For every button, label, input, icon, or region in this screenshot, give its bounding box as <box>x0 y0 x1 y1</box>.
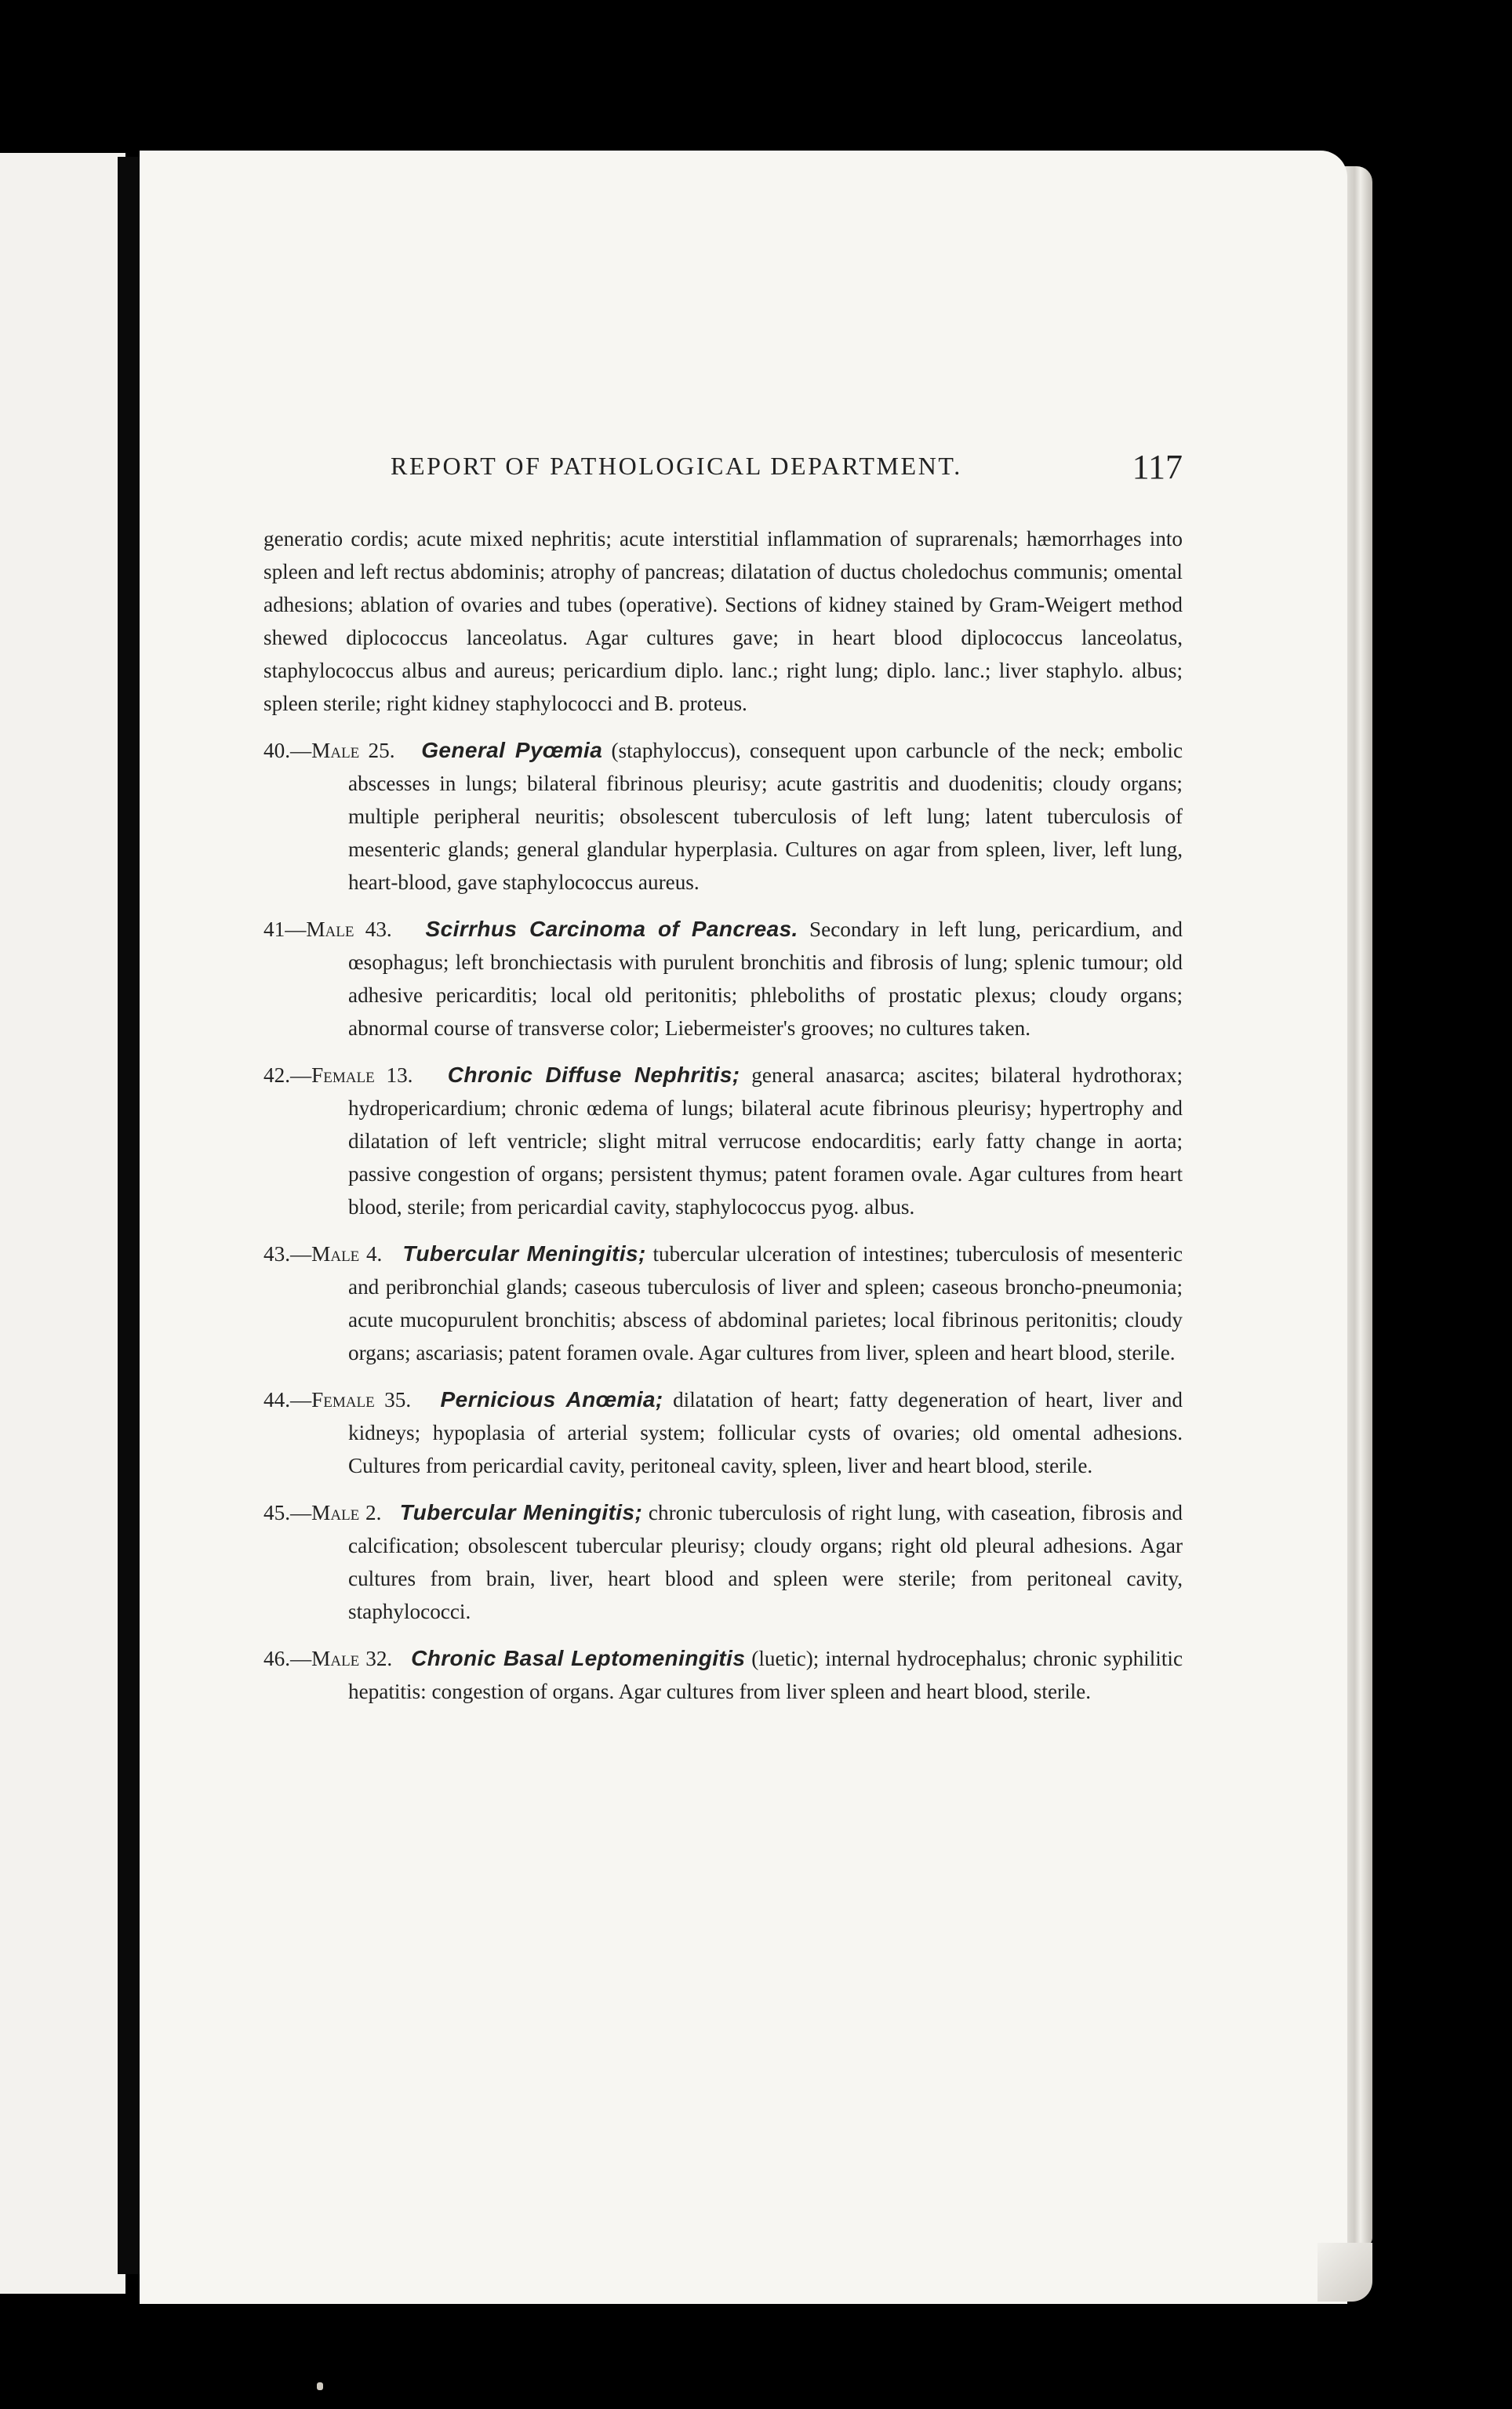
case-entry-40 <box>264 734 1183 899</box>
page-corner-curl <box>1318 2243 1372 2302</box>
case-patient: Male 43. <box>306 917 392 941</box>
case-number: 46.— <box>264 1647 312 1670</box>
case-number: 43.— <box>264 1242 312 1266</box>
case-number: 41— <box>264 917 307 941</box>
case-entry-41 <box>264 913 1183 1045</box>
case-entry-45 <box>264 1496 1183 1628</box>
case-findings: Secondary in left lung, pericardium, and œsophagus; left bronchiectasis with purulent bronchitis and fibrosis of lung; splenic tumour; old adhesive pericarditis; local old peritonitis; phleboliths of prostatic plexus; cloudy organs; abnormal course of transverse color; Liebermeister's grooves; no cultures taken. <box>348 917 1183 1040</box>
page-number: 117 <box>1132 448 1183 486</box>
running-head <box>210 447 1183 494</box>
case-number: 45.— <box>264 1501 312 1524</box>
case-number: 44.— <box>264 1388 312 1412</box>
case-entry-46 <box>264 1642 1183 1708</box>
case-findings: dilatation of heart; fatty degeneration of heart, liver and kidneys; hypoplasia of arterial system; follicular cysts of ovaries; old omental adhesions. Cultures from pericardial cavity, peritoneal cavity, spleen, liver and heart blood, sterile. <box>348 1388 1183 1477</box>
case-diagnosis: Tubercular Meningitis; <box>402 1241 646 1266</box>
case-entry-43 <box>264 1237 1183 1369</box>
case-patient: Male 4. <box>311 1242 383 1266</box>
case-patient: Male 25. <box>311 739 395 762</box>
case-patient: Male 2. <box>311 1501 382 1524</box>
book-gutter <box>118 157 141 2274</box>
scan-dust-speck <box>317 2382 323 2390</box>
case-diagnosis: Chronic Basal Leptomeningitis <box>411 1646 746 1670</box>
case-findings: general anasarca; ascites; bilateral hydrothorax; hydropericardium; chronic œdema of lungs; bilateral acute fibrinous pleurisy; hypertrophy and dilatation of left ventricle; slight mitral verrucose endocarditis; early fatty change in aorta; passive congestion of organs; persistent thymus; patent foramen ovale. Agar cultures from heart blood, sterile; from pericardial cavity, staphylococcus pyog. albus. <box>348 1063 1183 1219</box>
case-number: 42.— <box>264 1063 312 1087</box>
running-head-title: REPORT OF PATHOLOGICAL DEPARTMENT. <box>391 452 962 480</box>
case-diagnosis: Tubercular Meningitis; <box>399 1500 643 1524</box>
case-patient: Female 35. <box>311 1388 412 1412</box>
case-findings: (luetic); internal hydrocephalus; chronic syphilitic hepatitis: congestion of organs. Agar cultures from liver spleen and heart blood, sterile. <box>348 1647 1183 1703</box>
case-diagnosis: Scirrhus Carcinoma of Pancreas. <box>425 917 798 941</box>
case-entry-42 <box>264 1059 1183 1223</box>
facing-page-edge <box>0 153 125 2294</box>
case-diagnosis: Chronic Diffuse Nephritis; <box>447 1063 740 1087</box>
case-entry-44 <box>264 1383 1183 1482</box>
case-number: 40.— <box>264 739 312 762</box>
report-text <box>264 522 1183 1708</box>
continued-entry-text: generatio cordis; acute mixed nephritis; acute interstitial inflammation of suprarenals; hæmorrhages into spleen and left rectus abdominis; atrophy of pancreas; dilatation of ductus choledochus communis; omental adhesions; ablation of ovaries and tubes (operative). Sections of kidney stained by Gram-Weigert method shewed diplococcus lanceolatus. Agar cultures gave; in heart blood diplococcus lanceolatus, staphylococcus albus and aureus; pericardium diplo. lanc.; right lung; diplo. lanc.; liver staphylo. albus; spleen sterile; right kidney staphylococci and B. proteus. <box>264 527 1183 715</box>
case-patient: Female 13. <box>311 1063 413 1087</box>
case-patient: Male 32. <box>311 1647 393 1670</box>
case-diagnosis: Pernicious Anœmia; <box>440 1387 663 1412</box>
case-diagnosis: General Pyœmia <box>421 738 603 762</box>
case-findings: chronic tuberculosis of right lung, with caseation, fibrosis and calcification; obsolescent tubercular pleurisy; cloudy organs; right old pleural adhesions. Agar cultures from brain, liver, heart blood and spleen were sterile; from peritoneal cavity, staphylococci. <box>348 1501 1183 1623</box>
case-findings: tubercular ulceration of intestines; tuberculosis of mesenteric and peribronchial glands; caseous tuberculosis of liver and spleen; caseous broncho-pneumonia; acute mucopurulent bronchitis; abscess of abdominal parietes; local fibrinous peritonitis; cloudy organs; ascariasis; patent foramen ovale. Agar cultures from liver, spleen and heart blood, sterile. <box>348 1242 1183 1364</box>
case-findings: (staphyloccus), consequent upon carbuncle of the neck; embolic abscesses in lungs; bilateral fibrinous pleurisy; acute gastritis and duodenitis; cloudy organs; multiple peripheral neuritis; obsolescent tuberculosis of left lung; latent tuberculosis of mesenteric glands; general glandular hyperplasia. Cultures on agar from spleen, liver, left lung, heart-blood, gave staphylococcus aureus. <box>348 739 1183 894</box>
